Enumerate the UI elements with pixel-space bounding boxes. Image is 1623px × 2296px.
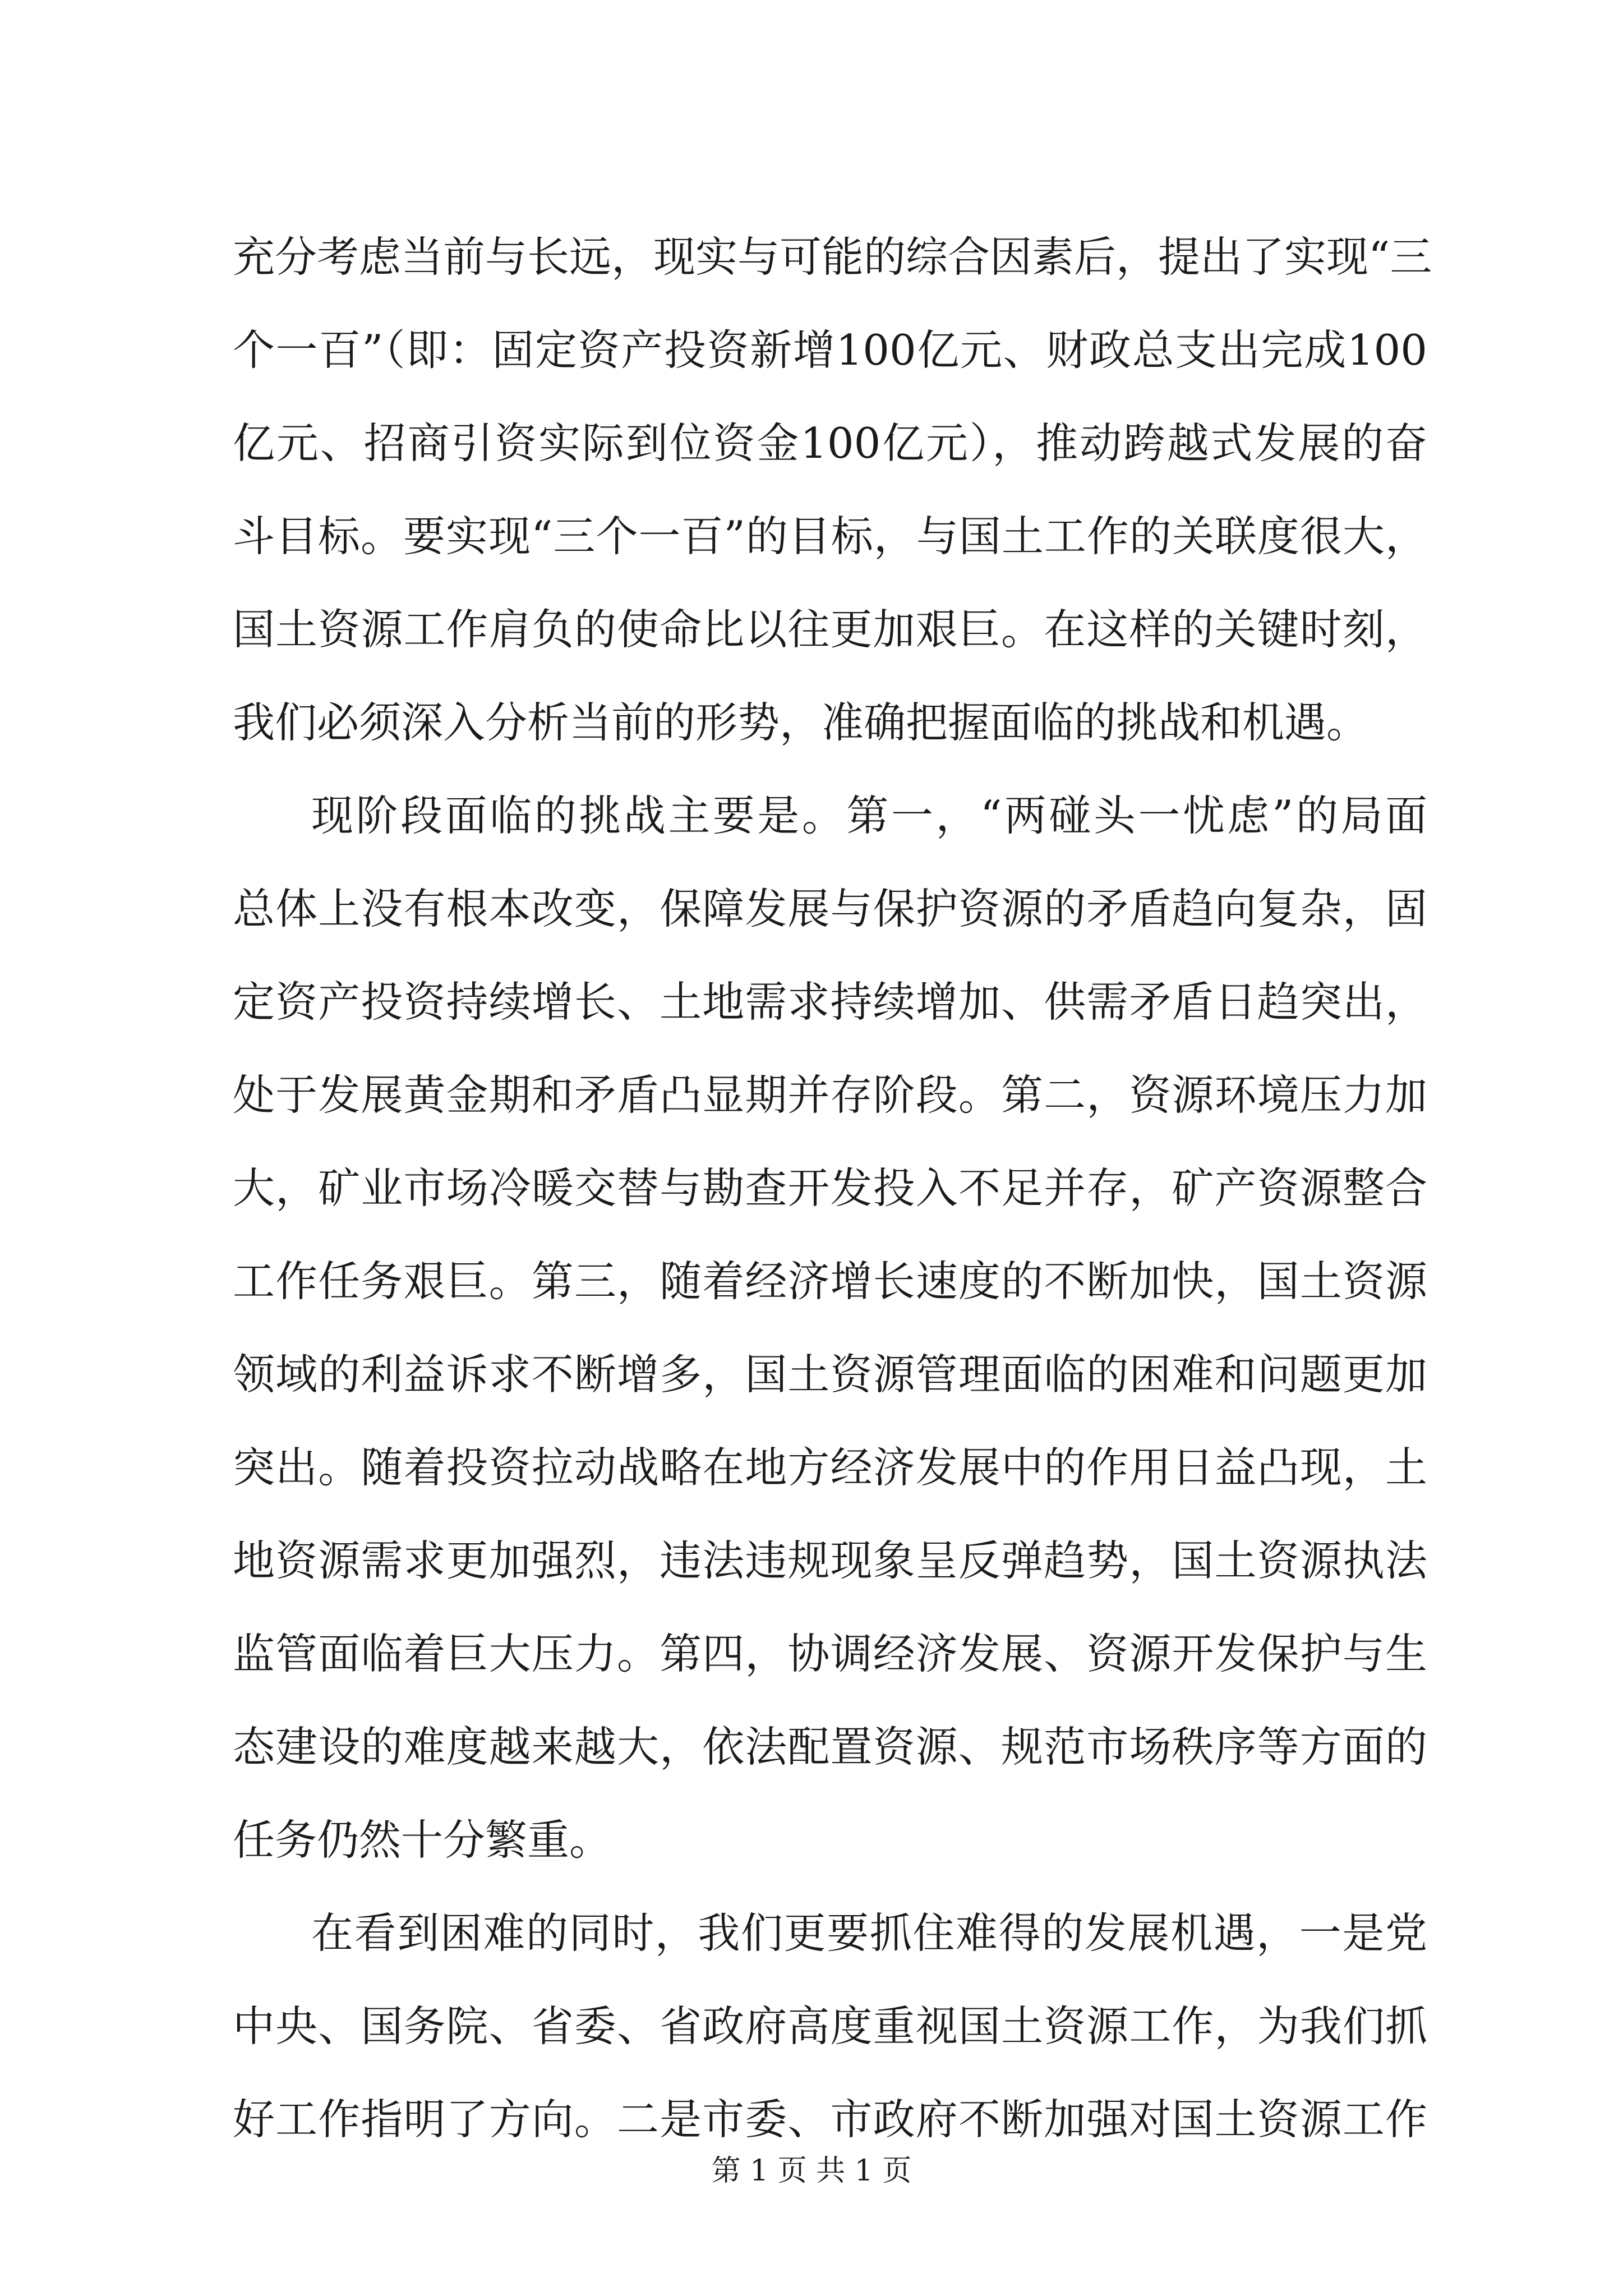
text-line: 充分考虑当前与长远，现实与可能的综合因素后，提出了实现“三 [233,232,1432,282]
text-line: 任务仍然十分繁重。 [233,1815,612,1865]
text-line: 工作任务艰巨。第三，随着经济增长速度的不断加快，国土资源 [233,1257,1427,1306]
text-line: 国土资源工作肩负的使命比以往更加艰巨。在这样的关键时刻， [233,605,1427,654]
text-line: 处于发展黄金期和矛盾凸显期并存阶段。第二，资源环境压力加 [233,1070,1427,1120]
body-text [233,210,1432,2166]
text-line: 亿元、招商引资实际到位资金100亿元），推动跨越式发展的奋 [233,418,1427,468]
text-line: 中央、国务院、省委、省政府高度重视国土资源工作，为我们抓 [233,2001,1427,2051]
text-line: 总体上没有根本改变，保障发展与保护资源的矛盾趋向复杂，固 [233,884,1427,933]
page-footer [0,2154,1623,2188]
text-line: 好工作指明了方向。二是市委、市政府不断加强对国土资源工作 [233,2095,1427,2144]
page-number-label: 第 1 页 共 1 页 [711,2154,912,2188]
text-line: 个一百”（即：固定资产投资新增100亿元、财政总支出完成100 [233,325,1427,375]
text-line: 地资源需求更加强烈，违法违规现象呈反弹趋势，国土资源执法 [233,1536,1427,1585]
text-line: 现阶段面临的挑战主要是。第一，“两碰头一忧虑”的局面 [311,791,1427,840]
text-line: 态建设的难度越来越大，依法配置资源、规范市场秩序等方面的 [233,1722,1427,1772]
text-line: 领域的利益诉求不断增多，国土资源管理面临的困难和问题更加 [233,1350,1427,1399]
text-line: 定资产投资持续增长、土地需求持续增加、供需矛盾日趋突出， [233,977,1427,1027]
text-line: 突出。随着投资拉动战略在地方经济发展中的作用日益凸现，土 [233,1443,1427,1492]
text-line: 在看到困难的同时，我们更要抓住难得的发展机遇，一是党 [311,1908,1427,1958]
text-line: 我们必须深入分析当前的形势，准确把握面临的挑战和机遇。 [233,698,1369,747]
text-line: 大，矿业市场冷暖交替与勘查开发投入不足并存，矿产资源整合 [233,1163,1427,1213]
text-line: 监管面临着巨大压力。第四，协调经济发展、资源开发保护与生 [233,1629,1427,1678]
text-line: 斗目标。要实现“三个一百”的目标，与国土工作的关联度很大， [233,512,1427,561]
